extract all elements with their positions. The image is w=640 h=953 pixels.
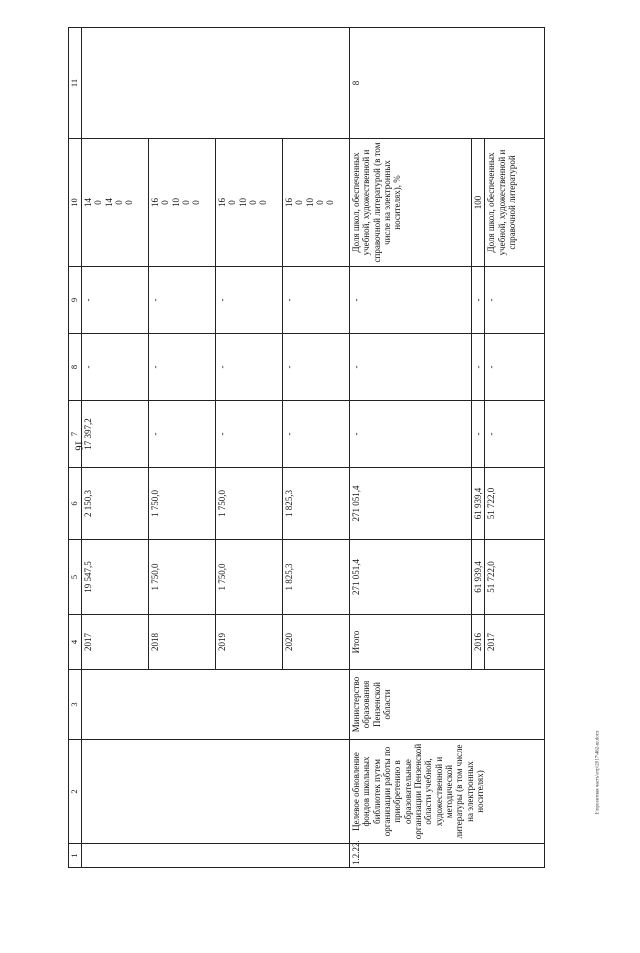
footer-file-path: I:\проектная часть\отр\2017\462-ш.docx (595, 730, 601, 815)
value-cell: 1 750,0 (216, 468, 283, 540)
year-cell: 2018 (149, 615, 216, 670)
header-row (69, 28, 82, 868)
value-cell: 17 397,2 (82, 401, 149, 468)
value-cell: - (485, 334, 545, 401)
cell-empty (82, 28, 350, 139)
header-cell: 3 (69, 670, 82, 740)
indicator-cell: 100 (472, 139, 485, 267)
header-cell: 2 (69, 740, 82, 844)
value-cell: 61 939,4 (472, 540, 485, 615)
cell-empty (82, 740, 350, 844)
value-cell: 271 051,4 (350, 468, 472, 540)
indicator-cell: Доля школ, обеспеченных учебной, художественной и справочной литературой (в том числе на электронных носителях), % (350, 139, 472, 267)
value-cell: - (216, 267, 283, 334)
value-cell: - (485, 401, 545, 468)
value-cell: - (350, 334, 472, 401)
value-cell: 51 722,0 (485, 468, 545, 540)
item-name: Целевое обновление фондов школьных библиотек путем организации работы по приобретению в образовательные организации Пензенской области учебной, художественной и методической литературы (в том числе на электронных носителях) (350, 740, 545, 844)
value-cell: 51 722,0 (485, 540, 545, 615)
cell-empty (82, 670, 350, 740)
value-cell: 271 051,4 (350, 540, 472, 615)
value-cell: - (472, 401, 485, 468)
rotated-table-page (68, 28, 601, 868)
item-executor: Министерство образования Пензенской области (350, 670, 545, 740)
value-cell: - (472, 267, 485, 334)
program-table (68, 27, 545, 868)
value-cell: - (283, 334, 350, 401)
indicator-cell: 16 0 10 0 0 (216, 139, 283, 267)
value-cell: - (82, 267, 149, 334)
header-cell: 4 (69, 615, 82, 670)
value-cell: 61 939,4 (472, 468, 485, 540)
value-cell: - (149, 401, 216, 468)
page-number: 16 (72, 440, 84, 451)
value-cell: 1 750,0 (149, 540, 216, 615)
value-cell: 1 750,0 (216, 540, 283, 615)
value-cell: - (472, 334, 485, 401)
value-cell: - (485, 267, 545, 334)
header-cell: 1 (69, 844, 82, 868)
col11-value: 8 (350, 28, 545, 139)
indicator-cell: 16 0 10 0 0 (283, 139, 350, 267)
value-cell: - (350, 267, 472, 334)
value-cell: - (283, 401, 350, 468)
value-cell: 1 825,3 (283, 468, 350, 540)
header-cell: 7 (69, 401, 82, 468)
total-label: Итого (350, 615, 472, 670)
value-cell: - (149, 267, 216, 334)
table-row (350, 28, 472, 868)
value-cell: - (283, 267, 350, 334)
value-cell: 19 547,5 (82, 540, 149, 615)
year-cell: 2019 (216, 615, 283, 670)
indicator-cell: 16 0 10 0 0 (149, 139, 216, 267)
year-cell: 2017 (485, 615, 545, 670)
header-cell: 8 (69, 334, 82, 401)
value-cell: - (216, 401, 283, 468)
cell-empty (82, 844, 350, 868)
value-cell: 1 825,3 (283, 540, 350, 615)
value-cell: - (216, 334, 283, 401)
header-cell: 6 (69, 468, 82, 540)
indicator-cell: 14 0 14 0 0 (82, 139, 149, 267)
value-cell: - (350, 401, 472, 468)
value-cell: - (82, 334, 149, 401)
header-cell: 5 (69, 540, 82, 615)
year-cell: 2016 (472, 615, 485, 670)
year-cell: 2020 (283, 615, 350, 670)
header-cell: 10 (69, 139, 82, 267)
value-cell: 1 750,0 (149, 468, 216, 540)
year-cell: 2017 (82, 615, 149, 670)
value-cell: 2 150,3 (82, 468, 149, 540)
indicator-cell: Доля школ, обеспеченных учебной, художественной и справочной литературой (485, 139, 545, 267)
value-cell: - (149, 334, 216, 401)
table-row (82, 28, 149, 868)
item-number: 1.2.22. (350, 844, 545, 868)
header-cell: 11 (69, 28, 82, 139)
header-cell: 9 (69, 267, 82, 334)
